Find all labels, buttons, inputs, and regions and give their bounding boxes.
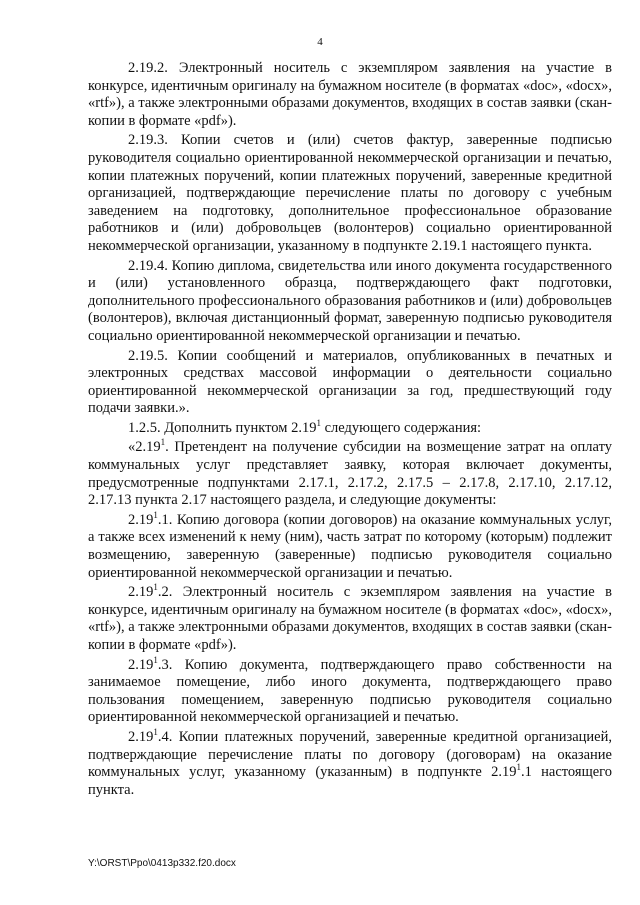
paragraph-text: «2.19	[128, 439, 161, 456]
paragraph-text: 2.19.3. Копии счетов и (или) счетов фактур, заверенные подписью руководителя социально ориентированной некоммерческой организации и печатью, копии платежных поручений, копии платежных поручений, заверенные кредитной организацией, подтверждающие перечисление платы по договору с учебным заведением на подготовку, дополнительное профессиональное образование работников и (или) добровольцев (волонтеров) социально ориентированной некоммерческой организации, указанному в подпункте 2.19.1 настоящего пункта.	[88, 132, 612, 254]
paragraph-2-19-4	[88, 258, 612, 346]
paragraph-2-19-1-3	[88, 654, 612, 727]
paragraph-text: .2. Электронный носитель с экземпляром заявления на участие в конкурсе, идентичным оригиналу на бумажном носителе (в форматах «doc», «docx», «rtf»), а также электронными образами документов, входящих в состав заявки (скан-копии в формате «pdf»).	[88, 584, 612, 653]
superscript: 1	[153, 727, 158, 738]
paragraph-2-19-3	[88, 132, 612, 255]
file-path-footer: Y:\ORST\Ppo\0413p332.f20.docx	[88, 858, 236, 869]
paragraph-text: 2.19.2. Электронный носитель с экземпляром заявления на участие в конкурсе, идентичным оригиналу на бумажном носителе (в форматах «doc», «docx», «rtf»), а также электронными образами документов, входящих в состав заявки (скан-копии в формате «pdf»).	[88, 60, 612, 129]
paragraph-text: 2.19	[128, 656, 154, 673]
paragraph-text: 2.19	[128, 728, 154, 745]
paragraph-text: 2.19.5. Копии сообщений и материалов, опубликованных в печатных и электронных средствах массовой информации о деятельности социально ориентированной некоммерческой организации за год, предшествующий году подачи заявки.».	[88, 347, 612, 417]
document-body	[88, 60, 612, 801]
superscript: 1	[516, 762, 521, 773]
superscript: 1	[316, 418, 321, 429]
paragraph-text: .3. Копию документа, подтверждающего право собственности на занимаемое помещение, либо иного документа, подтверждающего право пользования помещением, заверенную подписью руководителя социально ориентированной некоммерческой организацией и печатью.	[88, 656, 612, 726]
paragraph-2-19-2	[88, 60, 612, 130]
superscript: 1	[153, 654, 158, 665]
paragraph-2-19-1-2	[88, 584, 612, 654]
paragraph-text: 2.19	[128, 584, 154, 601]
paragraph-2-19-1-1	[88, 512, 612, 582]
paragraph-text: .4. Копии платежных поручений, заверенные кредитной организацией, подтверждающие перечисление платы по договору (договорам) на оказание коммунальных услуг, указанному (указанным) в подпункте 2.19	[88, 728, 612, 781]
superscript: 1	[160, 437, 166, 448]
paragraph-text: 2.19.4. Копию диплома, свидетельства или иного документа государственного и (или) установленного образца, подтверждающего факт подготовки, дополнительного профессионального образования работников и (или) добровольцев (волонтеров), включая дистанционный формат, заверенную подписью руководителя социально ориентированной некоммерческой организации и печатью.	[88, 257, 612, 344]
paragraph-1-2-5	[88, 420, 612, 438]
superscript: 1	[153, 582, 158, 593]
paragraph-text: . Претендент на получение субсидии на возмещение затрат на оплату коммунальных услуг представляет заявку, которая включает документы, предусмотренные подпунктами 2.17.1, 2.17.2, 2.17.5 – 2.17.8, 2.17.10, 2.17.12, 2.17.13 пункта 2.17 настоящего раздела, и следующие документы:	[88, 439, 612, 509]
paragraph-text: следующего содержания:	[320, 419, 482, 436]
paragraph-text: .1 настоящего пункта.	[88, 764, 613, 798]
paragraph-text: .1. Копию договора (копии договоров) на оказание коммунальных услуг, а также всех изменений к нему (ним), часть затрат по которому (которым) подлежит возмещению, заверенную (заверенные) подписью руководителя социально ориентированной некоммерческой организации и печатью.	[88, 511, 612, 581]
superscript: 1	[153, 510, 158, 521]
paragraph-2-19-1-4	[88, 729, 612, 799]
paragraph-2-19-5	[88, 348, 612, 418]
paragraph-2-19-1-intro	[88, 439, 612, 509]
paragraph-text: 1.2.5. Дополнить пунктом 2.19	[128, 419, 317, 436]
paragraph-text: 2.19	[128, 511, 154, 528]
page-number: 4	[317, 36, 323, 48]
